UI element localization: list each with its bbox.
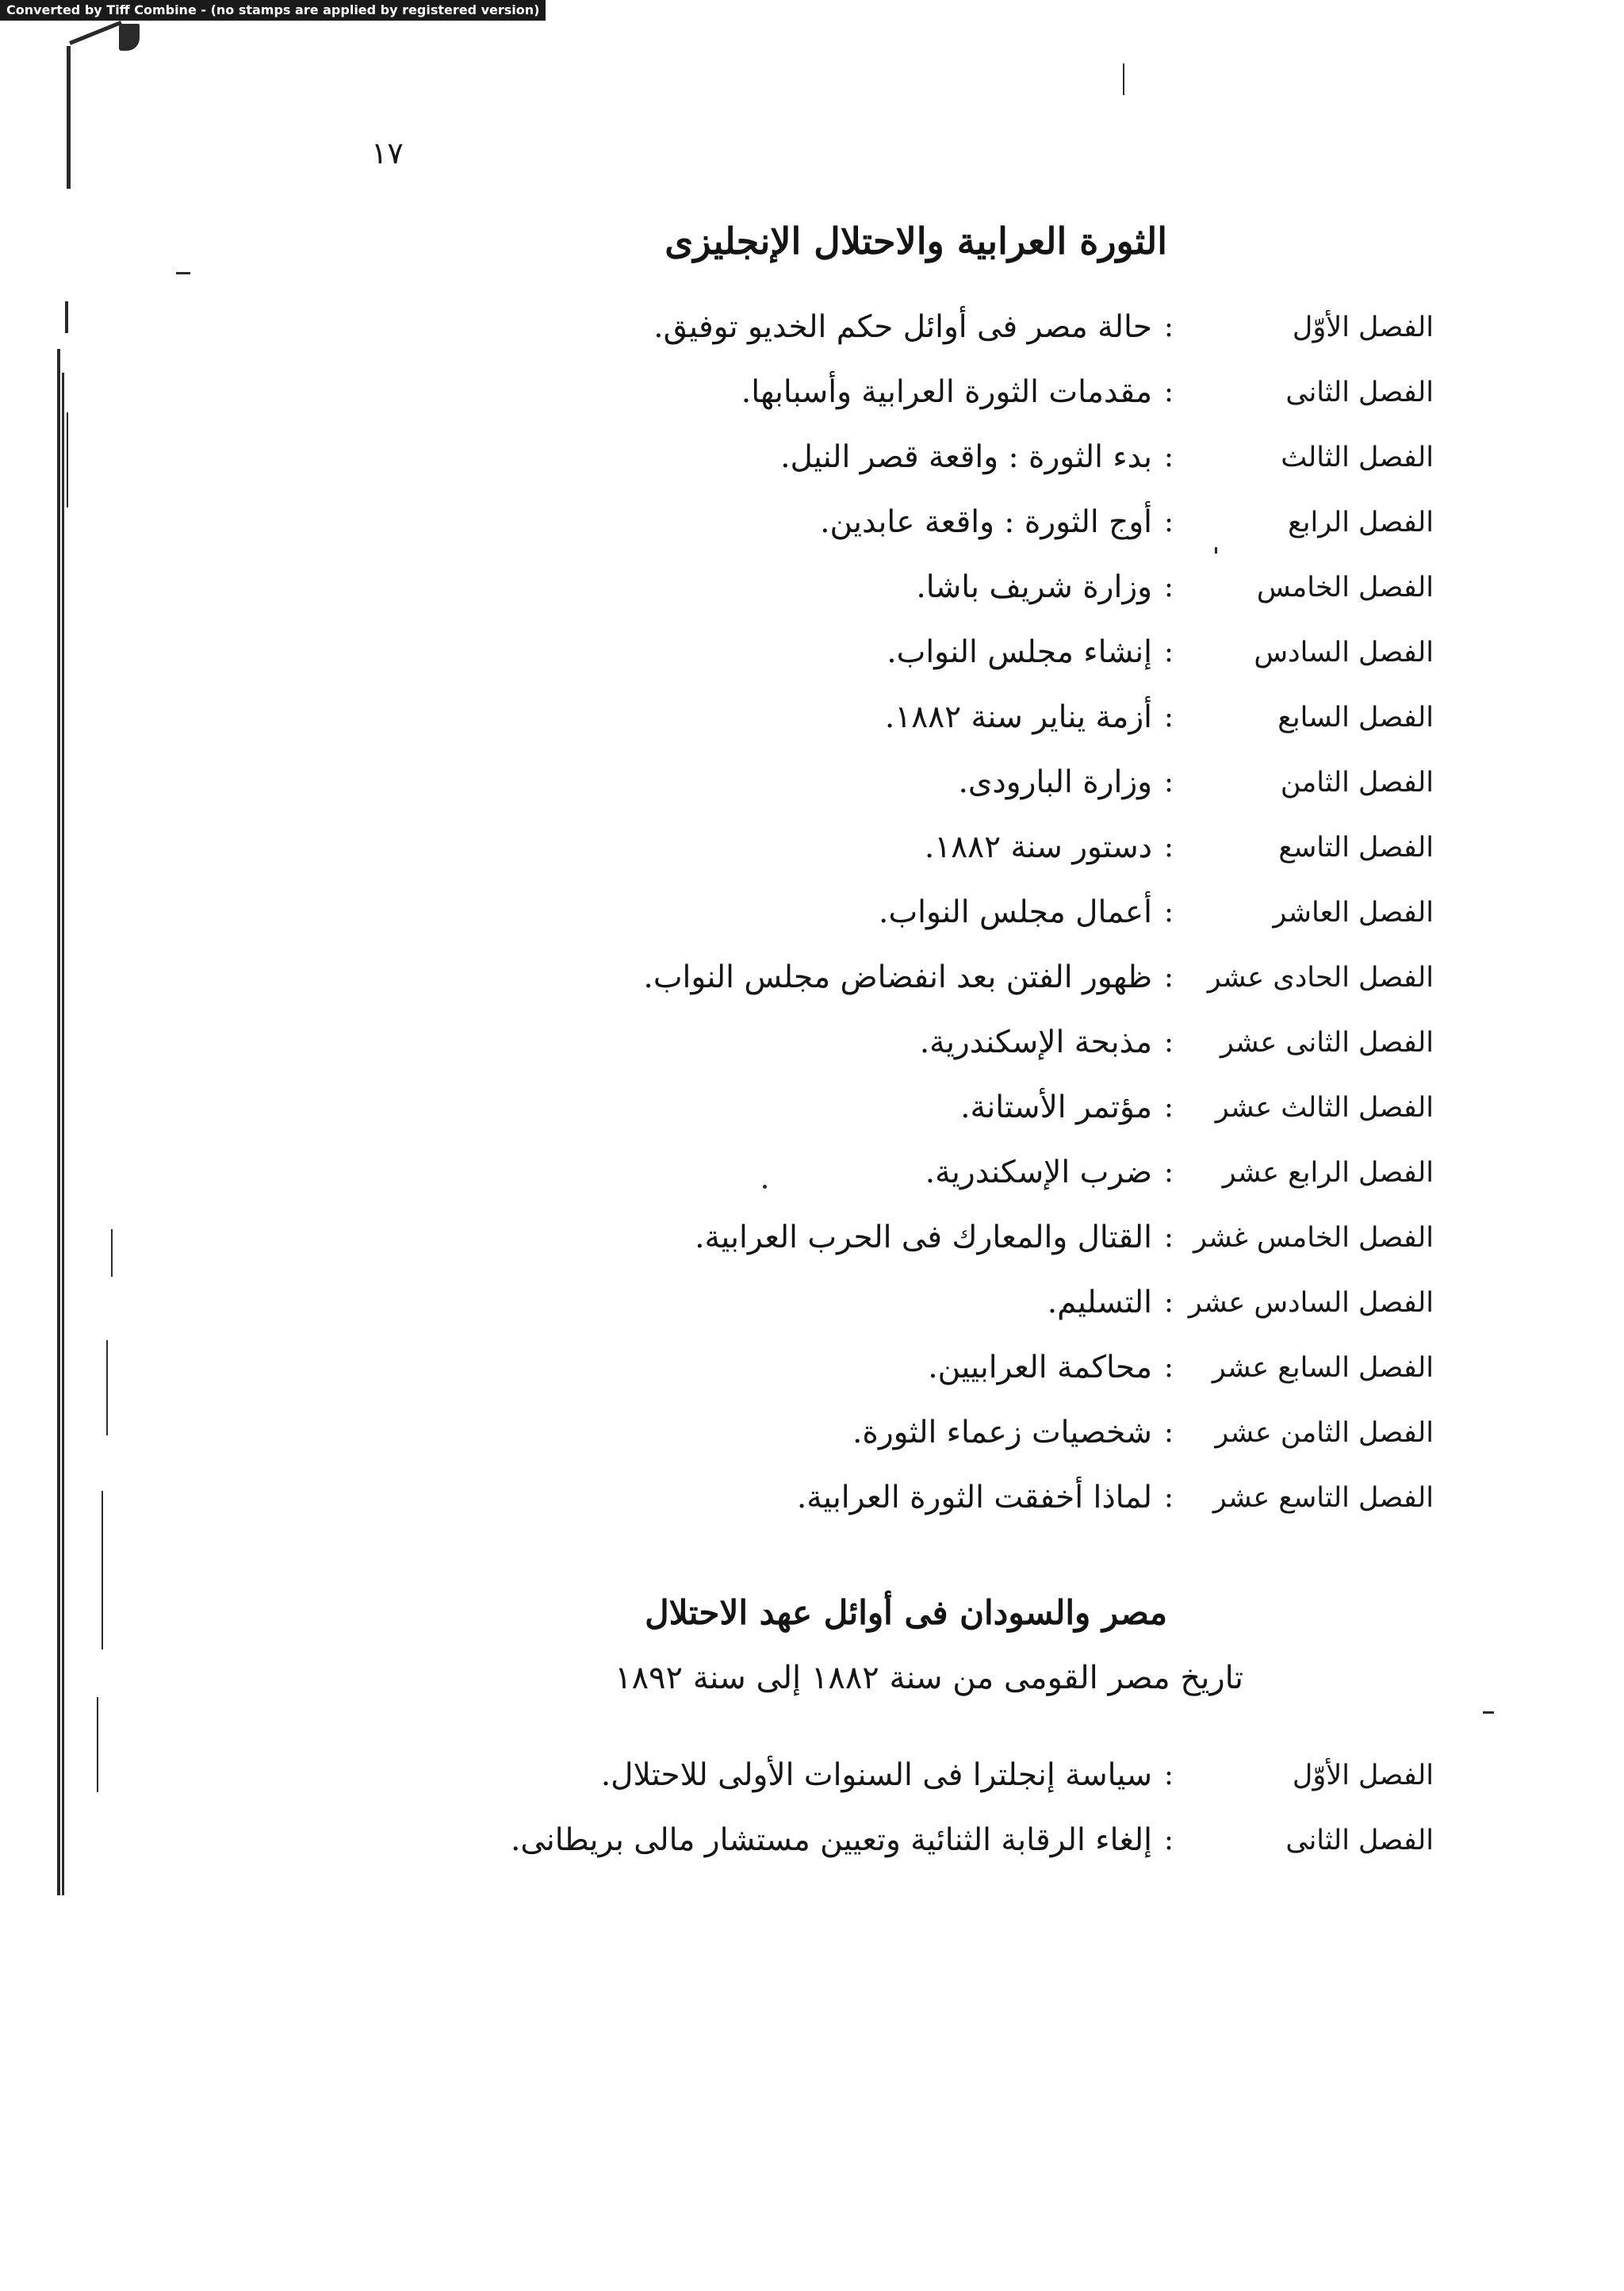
chapter-title: مقدمات الثورة العرابية وأسبابها. [741, 374, 1152, 410]
chapter-label: الفصل الأوّل [1292, 312, 1434, 343]
chapter-label: الفصل السابع عشر [1212, 1352, 1434, 1384]
separator-colon: : [1163, 766, 1174, 799]
section-title-egypt-sudan: مصر والسودان فى أوائل عهد الاحتلال [645, 1593, 1167, 1632]
page-number: ١٧ [371, 136, 404, 170]
chapter-label: الفصل الحادى عشر [1207, 962, 1434, 994]
chapter-title: القتال والمعارك فى الحرب العرابية. [695, 1220, 1152, 1255]
chapter-title: مؤتمر الأستانة. [960, 1090, 1152, 1125]
chapter-title: أوج الثورة : واقعة عابدين. [820, 504, 1152, 540]
chapter-title: مذبحة الإسكندرية. [919, 1025, 1152, 1060]
separator-colon: : [1163, 1156, 1174, 1189]
separator-colon: : [1163, 571, 1174, 603]
toc-row [0, 430, 1624, 485]
toc-row [0, 885, 1624, 941]
toc-row [0, 1748, 1624, 1803]
toc-row [0, 1210, 1624, 1266]
separator-colon: : [1163, 961, 1174, 994]
chapter-label: الفصل السابع [1277, 702, 1434, 734]
separator-colon: : [1163, 1221, 1174, 1254]
separator-colon: : [1163, 701, 1174, 734]
chapter-title: ضرب الإسكندرية. [925, 1155, 1152, 1190]
separator-colon: : [1163, 506, 1174, 538]
chapter-label: الفصل الثانى عشر [1220, 1027, 1434, 1059]
chapter-label: الفصل الثامن [1280, 767, 1434, 799]
toc-row [0, 365, 1624, 420]
toc-row [0, 1015, 1624, 1071]
chapter-label: الفصل الثانى [1285, 1825, 1434, 1856]
chapter-label: الفصل الثالث عشر [1215, 1092, 1434, 1124]
toc-row [0, 300, 1624, 355]
toc-row [0, 1340, 1624, 1396]
chapter-label: الفصل الثالث [1281, 442, 1434, 473]
separator-colon: : [1163, 1759, 1174, 1791]
toc-row [0, 1275, 1624, 1331]
scan-artifact-mark [1123, 63, 1124, 95]
chapter-label: الفصل الخامس [1256, 572, 1434, 603]
chapter-title: أعمال مجلس النواب. [879, 895, 1152, 930]
chapter-title: شخصيات زعماء الثورة. [852, 1415, 1152, 1450]
toc-row [0, 755, 1624, 810]
toc-row [0, 560, 1624, 615]
separator-colon: : [1163, 831, 1174, 864]
chapter-label: الفصل السادس عشر [1188, 1287, 1434, 1319]
chapter-label: الفصل الأوّل [1292, 1760, 1434, 1791]
separator-colon: : [1163, 376, 1174, 408]
chapter-label: الفصل السادس [1254, 637, 1434, 669]
toc-row [0, 690, 1624, 745]
scan-artifact-mark [1483, 1711, 1494, 1714]
separator-colon: : [1163, 636, 1174, 669]
section-subtitle: تاريخ مصر القومى من سنة ١٨٨٢ إلى سنة ١٨٩٢ [615, 1660, 1243, 1696]
chapter-label: الفصل الرابع عشر [1222, 1157, 1434, 1189]
chapter-title: بدء الثورة : واقعة قصر النيل. [780, 439, 1152, 475]
separator-colon: : [1163, 1026, 1174, 1059]
separator-colon: : [1163, 1481, 1174, 1514]
toc-row [0, 1080, 1624, 1136]
chapter-label: الفصل الرابع [1288, 507, 1434, 538]
scan-artifact-corner-streak [69, 21, 122, 45]
toc-row [0, 820, 1624, 875]
separator-colon: : [1163, 1091, 1174, 1124]
chapter-label: الفصل الثانى [1285, 377, 1434, 408]
scan-artifact-corner [119, 24, 140, 51]
chapter-label: الفصل العاشر [1273, 897, 1434, 929]
chapter-label: الفصل التاسع [1278, 832, 1434, 864]
toc-row [0, 1405, 1624, 1461]
chapter-title: سياسة إنجلترا فى السنوات الأولى للاحتلال. [600, 1757, 1152, 1793]
chapter-title: أزمة يناير سنة ١٨٨٢. [884, 699, 1152, 735]
separator-colon: : [1163, 441, 1174, 473]
toc-row [0, 495, 1624, 550]
separator-colon: : [1163, 896, 1174, 929]
toc-row [0, 625, 1624, 680]
toc-row [0, 1813, 1624, 1868]
chapter-title: محاكمة العرابيين. [928, 1350, 1152, 1385]
chapter-title: لماذا أخفقت الثورة العرابية. [796, 1480, 1152, 1515]
chapter-title: دستور سنة ١٨٨٢. [924, 829, 1152, 865]
toc-row [0, 1145, 1624, 1201]
chapter-title: ظهور الفتن بعد انفضاض مجلس النواب. [643, 960, 1152, 995]
chapter-title: حالة مصر فى أوائل حكم الخديو توفيق. [653, 309, 1152, 345]
separator-colon: : [1163, 1824, 1174, 1856]
chapter-title: وزارة البارودى. [958, 764, 1152, 800]
chapter-label: الفصل التاسع عشر [1212, 1482, 1434, 1514]
chapter-title: التسليم. [1047, 1285, 1152, 1320]
scan-artifact-margin-line [67, 46, 71, 189]
chapter-label: الفصل الثامن عشر [1215, 1417, 1434, 1449]
scan-artifact-mark [176, 272, 190, 274]
separator-colon: : [1163, 1286, 1174, 1319]
separator-colon: : [1163, 311, 1174, 343]
converter-banner: Converted by Tiff Combine - (no stamps are applied by registered version) [0, 0, 546, 21]
toc-row [0, 950, 1624, 1006]
separator-colon: : [1163, 1416, 1174, 1449]
section-title-arabi-revolution: الثورة العرابية والاحتلال الإنجليزى [665, 220, 1167, 262]
chapter-title: وزارة شريف باشا. [916, 569, 1152, 605]
chapter-title: إلغاء الرقابة الثنائية وتعيين مستشار مالى بريطانى. [510, 1822, 1152, 1858]
chapter-label: الفصل الخامس غشر [1193, 1222, 1434, 1254]
toc-row [0, 1470, 1624, 1526]
separator-colon: : [1163, 1351, 1174, 1384]
chapter-title: إنشاء مجلس النواب. [887, 634, 1152, 670]
